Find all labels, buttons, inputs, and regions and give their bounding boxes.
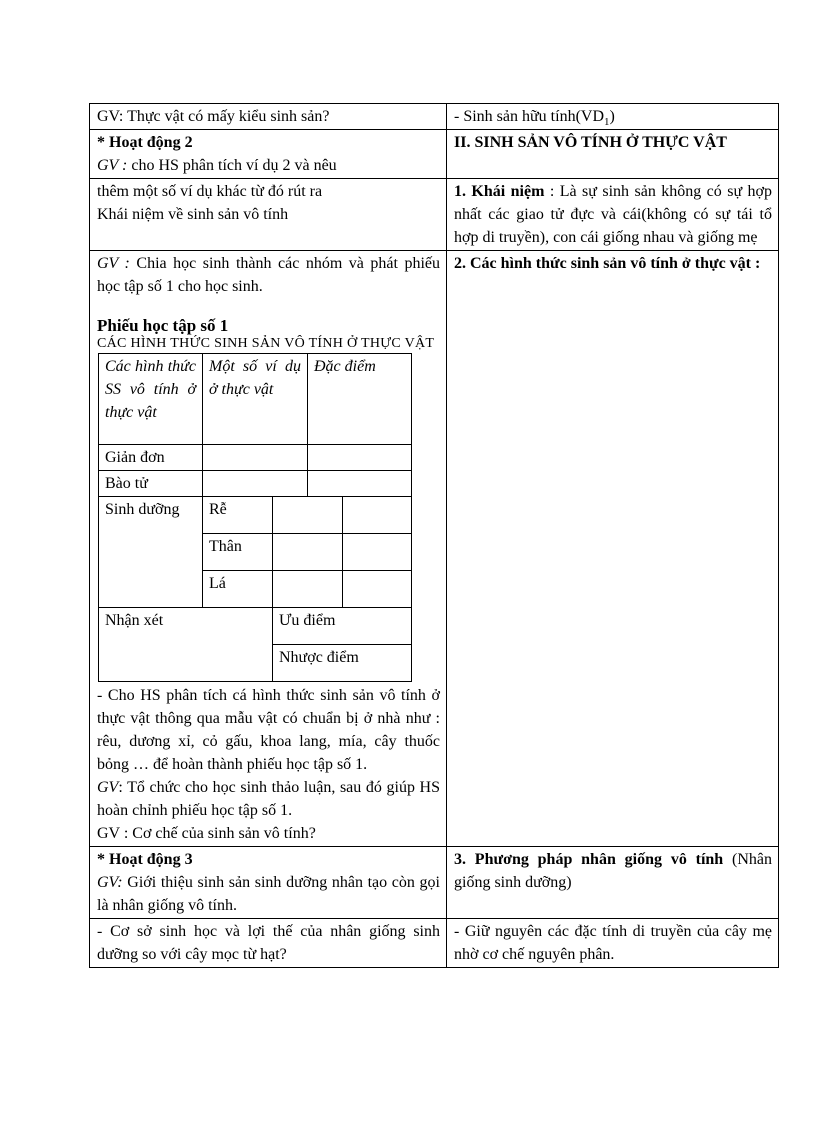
label-stem: Thân xyxy=(203,534,273,571)
lesson-table xyxy=(89,103,779,968)
method-subtext: (Nhân giống sinh dưỡng) xyxy=(454,851,772,891)
answer-subscript: 1 xyxy=(604,116,610,129)
cell-empty xyxy=(343,571,412,608)
header-features: Đặc điểm xyxy=(308,354,412,445)
method-heading: 3. Phương pháp nhân giống vô tính xyxy=(454,851,724,868)
question-text: GV: Thực vật có mấy kiểu sinh sản? xyxy=(97,108,330,125)
worksheet-intro: Chia học sinh thành các nhóm và phát phiếu học tập số 1 cho học sinh. xyxy=(97,255,441,295)
activity-2-text: cho HS phân tích ví dụ 2 và nêu xyxy=(127,157,337,174)
label-simple: Giản đơn xyxy=(99,445,203,471)
worksheet-title: Phiếu học tập số 1 xyxy=(97,316,229,335)
activity-2-title: * Hoạt động 2 xyxy=(97,134,193,151)
row-basis xyxy=(90,919,779,968)
cell-section-2 xyxy=(447,130,779,179)
cell-answer xyxy=(447,104,779,130)
concept-text: : Là sự sinh sản không có sự hợp nhất các giao tử đực và cái(không có sự tái tổ hợp di truyền), con cái giống nhau và giống mẹ xyxy=(454,183,773,246)
cell-empty xyxy=(273,571,343,608)
analysis-paragraph: - Cho HS phân tích cá hình thức sinh sản vô tính ở thực vật thông qua mẫu vật có chuẩn bị ở nhà như : rêu, dương xỉ, cỏ gấu, khoa lang, mía, cây thuốc bỏng … để hoàn thành phiếu học tập số 1. xyxy=(97,687,440,773)
label-leaf: Lá xyxy=(203,571,273,608)
worksheet-table xyxy=(98,353,412,682)
cell-empty xyxy=(343,497,412,534)
label-root: Rễ xyxy=(203,497,273,534)
cell-empty xyxy=(308,445,412,471)
row-concept xyxy=(90,179,779,251)
concept-left-line2: Khái niệm về sinh sản vô tính xyxy=(97,206,289,223)
answer-close: ) xyxy=(609,108,615,125)
row-question xyxy=(90,104,779,130)
row-activity-3 xyxy=(90,847,779,919)
label-vegetative: Sinh dưỡng xyxy=(99,497,203,608)
cell-empty xyxy=(273,497,343,534)
section-2-heading: II. SINH SẢN VÔ TÍNH Ở THỰC VẬT xyxy=(454,134,727,151)
label-remark: Nhận xét xyxy=(99,608,273,682)
cell-concept-right xyxy=(447,179,779,251)
cell-empty xyxy=(308,471,412,497)
basis-answer: - Giữ nguyên các đặc tính di truyền của cây mẹ nhờ cơ chế nguyên phân. xyxy=(454,923,772,963)
cell-empty xyxy=(273,534,343,571)
cell-activity-3 xyxy=(90,847,447,919)
gv-label: GV: xyxy=(97,874,123,891)
cell-empty xyxy=(343,534,412,571)
activity-3-text: Giới thiệu sinh sản sinh dưỡng nhân tạo còn gọi là nhân giống vô tính. xyxy=(97,874,440,914)
activity-3-title: * Hoạt động 3 xyxy=(97,851,193,868)
cell-basis-answer xyxy=(447,919,779,968)
header-forms: Các hình thức SS vô tính ở thực vật xyxy=(99,354,203,445)
cell-basis-question xyxy=(90,919,447,968)
forms-heading: 2. Các hình thức sinh sản vô tính ở thực vật : xyxy=(454,255,761,272)
discussion-paragraph: : Tổ chức cho học sinh thảo luận, sau đó giúp HS hoàn chỉnh phiếu học tập số 1. xyxy=(97,779,440,819)
label-pros: Ưu điểm xyxy=(273,608,412,645)
worksheet-subtitle: CÁC HÌNH THỨC SINH SẢN VÔ TÍNH Ở THỰC VẬT xyxy=(97,336,435,351)
cell-activity-2 xyxy=(90,130,447,179)
gv-label: GV xyxy=(97,779,119,796)
cell-empty xyxy=(203,471,308,497)
gv-label: GV : xyxy=(97,157,128,174)
gv-label: GV : xyxy=(97,255,130,272)
concept-heading: 1. Khái niệm xyxy=(454,183,545,200)
label-cons: Nhược điểm xyxy=(273,645,412,682)
answer-text: - Sinh sản hữu tính(VD xyxy=(454,108,604,125)
concept-left-line1: thêm một số ví dụ khác từ đó rút ra xyxy=(97,183,323,200)
header-examples: Một số ví dụ ở thực vật xyxy=(203,354,308,445)
cell-worksheet xyxy=(90,251,447,847)
basis-question: - Cơ sở sinh học và lợi thế của nhân giống sinh dưỡng so với cây mọc từ hạt? xyxy=(97,923,440,963)
cell-forms-heading xyxy=(447,251,779,847)
cell-concept-left xyxy=(90,179,447,251)
label-spore: Bào tử xyxy=(99,471,203,497)
row-worksheet xyxy=(90,251,779,847)
mechanism-question: GV : Cơ chế của sinh sản vô tính? xyxy=(97,825,316,842)
cell-method xyxy=(447,847,779,919)
row-activity-2 xyxy=(90,130,779,179)
cell-empty xyxy=(203,445,308,471)
cell-question xyxy=(90,104,447,130)
